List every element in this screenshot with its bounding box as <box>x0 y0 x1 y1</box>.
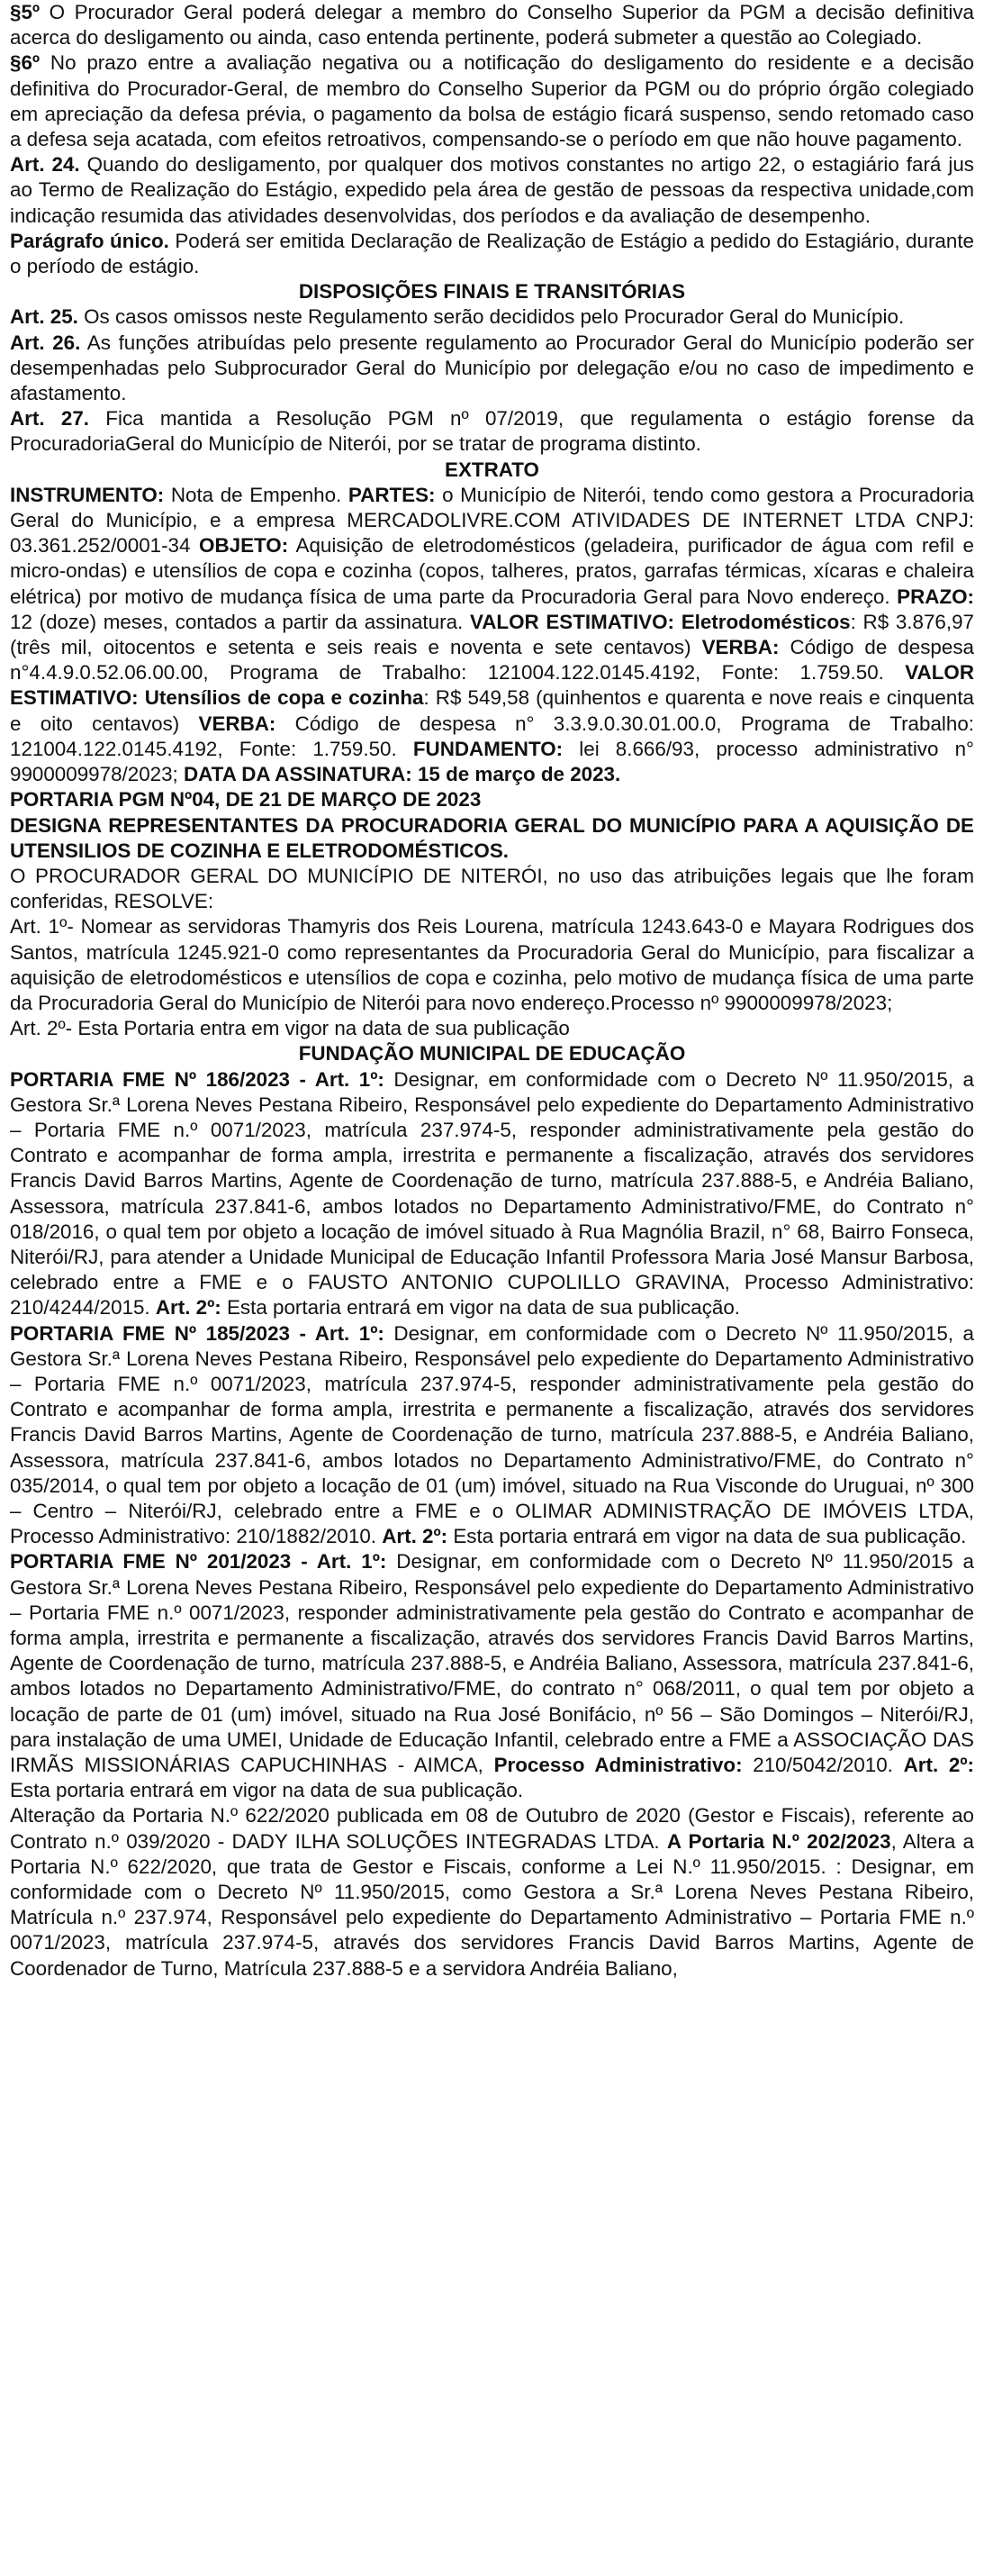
bold-run: §5º <box>10 1 41 23</box>
paragraph <box>10 1016 974 1041</box>
bold-run: PORTARIA FME Nº 186/2023 - Art. 1º: <box>10 1067 384 1091</box>
text-run: Fica mantida a Resolução PGM nº 07/2019, que regulamenta o estágio forense da ProcuradoriaGeral do Município de Niterói, por se tratar de programa distinto. <box>10 407 974 456</box>
text-run: O Procurador Geral poderá delegar a membro do Conselho Superior da PGM a decisão definitiva acerca do desligamento ou ainda, caso entenda pertinente, poderá submeter a questão ao Colegiado. <box>10 1 974 50</box>
paragraph <box>10 331 974 407</box>
paragraph <box>10 914 974 1016</box>
paragraph <box>10 483 974 787</box>
bold-run: EXTRATO <box>445 458 539 481</box>
text-run: Art. 2º- Esta Portaria entra em vigor na data de sua publicação <box>10 1017 570 1040</box>
bold-run: Parágrafo único. <box>10 229 169 252</box>
bold-run: VERBA: <box>198 712 276 735</box>
text-run: 210/5042/2010. <box>742 1754 904 1777</box>
text-run: Os casos omissos neste Regulamento serão decididos pelo Procurador Geral do Município. <box>77 305 905 329</box>
text-run: Designar, em conformidade com o Decreto Nº 11.950/2015 a Gestora Sr.ª Lorena Neves Pestana Ribeiro, Responsável pelo expediente do Departamento Administrativo – Portaria FME n.º 0071/2023, responder administrativamente pela gestão do Contrato e acompanhar de forma ampla, irrestrita e permanente a fiscalização, através dos servidores Francis David Barros Martins, Agente de Coordenação de turno, matrícula 237.888-5, e Andréia Baliano, Assessora, matrícula 237.841-6, ambos lotados no Departamento Administrativo/FME, do contrato n° 068/2011, o qual tem por objeto a locação de parte de 01 (um) imóvel, situado na Rua José Bonifácio, nº 56 – São Domingos – Niterói/RJ, para instalação de uma UMEI, Unidade de Educação Infantil, celebrado entre a FME a ASSOCIAÇÃO DAS IRMÃS MISSIONÁRIAS CAPUCHINHAS - AIMCA, <box>10 1550 975 1777</box>
bold-run: FUNDAMENTO: <box>412 737 564 760</box>
section-heading <box>10 458 974 483</box>
bold-run: OBJETO: <box>199 534 289 558</box>
paragraph <box>10 1549 974 1803</box>
text-run: Esta portaria entrará em vigor na data de sua publicação. <box>221 1296 741 1320</box>
bold-run: A Portaria N.º 202/2023 <box>666 1829 891 1853</box>
text-run: 12 (doze) meses, contados a partir da assinatura. <box>10 610 470 633</box>
bold-run: VALOR ESTIMATIVO: Eletrodomésticos <box>469 610 851 633</box>
text-run: Código de despesa n° 3.3.9.0.30.01.00.0, Programa de Trabalho: 121004.122.0145.4192, Fonte: 1.759.50. <box>10 712 974 760</box>
paragraph <box>10 787 974 812</box>
bold-run: INSTRUMENTO: <box>10 483 165 506</box>
paragraph <box>10 229 974 279</box>
bold-run: Art. 2º: <box>382 1525 448 1548</box>
text-run: Poderá ser emitida Declaração de Realização de Estágio a pedido do Estagiário, durante o período de estágio. <box>10 229 974 278</box>
bold-run: Art. 24. <box>10 153 80 177</box>
paragraph <box>10 0 974 50</box>
paragraph <box>10 406 974 457</box>
bold-run: PARTES: <box>348 483 436 506</box>
paragraph <box>10 50 974 152</box>
bold-run: DESIGNA REPRESENTANTES DA PROCURADORIA GERAL DO MUNICÍPIO PARA A AQUISIÇÃO DE UTENSILIOS DE COZINHA E ELETRODOMÉSTICOS. <box>10 813 974 862</box>
bold-run: Art. 26. <box>10 331 81 354</box>
text-run: Designar, em conformidade com o Decreto Nº 11.950/2015, a Gestora Sr.ª Lorena Neves Pestana Ribeiro, Responsável pelo expediente do Departamento Administrativo – Portaria FME n.º 0071/2023, matrícula 237.974-5, responder administrativamente pela gestão do Contrato e acompanhar de forma ampla, irrestrita e permanente a fiscalização, através dos servidores Francis David Barros Martins, Agente de Coordenação de turno, matrícula 237.888-5, e Andréia Baliano, Assessora, matrícula 237.841-6, ambos lotados no Departamento Administrativo/FME, do Contrato n° 035/2014, o qual tem por objeto a locação de 01 (um) imóvel, situado na Rua Visconde do Uruguai, nº 300 – Centro – Niterói/RJ, celebrado entre a FME e o OLIMAR ADMINISTRAÇÃO DE IMÓVEIS LTDA, Processo Administrativo: 210/1882/2010. <box>10 1321 974 1548</box>
text-run: Esta portaria entrará em vigor na data de sua publicação. <box>447 1525 967 1548</box>
bold-run: Processo Administrativo: <box>493 1754 743 1777</box>
text-run: : R$ 549,58 (quinhentos e quarenta e nove reais e cinquenta e oito centavos) <box>10 686 974 735</box>
text-run: Alteração da Portaria N.º 622/2020 publicada em 08 de Outubro de 2020 (Gestor e Fiscais), referente ao Contrato n.º 039/2020 - DADY ILHA SOLUÇÕES INTEGRADAS LTDA. <box>10 1804 974 1853</box>
bold-run: §6º <box>10 51 41 75</box>
text-run: Esta portaria entrará em vigor na data de sua publicação. <box>10 1779 524 1802</box>
section-heading <box>10 279 974 304</box>
bold-run: Art. 27. <box>10 407 89 431</box>
bold-run: PRAZO: <box>897 585 974 608</box>
paragraph <box>10 304 974 330</box>
bold-run: Art. 2º: <box>155 1296 221 1320</box>
text-run: O PROCURADOR GERAL DO MUNICÍPIO DE NITERÓI, no uso das atribuições legais que lhe foram conferidas, RESOLVE: <box>10 864 974 913</box>
text-run: o Município de Niterói, tendo como gestora a Procuradoria Geral do Município, e a empresa MERCADOLIVRE.COM ATIVIDADES DE INTERNET LTDA CNPJ: 03.361.252/0001-34 <box>10 483 975 558</box>
text-run: Aquisição de eletrodomésticos (geladeira, purificador de água com refil e micro-ondas) e utensílios de copa e cozinha (copos, talheres, pratos, garrafas térmicas, xícaras e chaleira elétrica) por motivo de mudança física de uma parte da Procuradoria Geral para Novo endereço. <box>10 534 974 608</box>
text-run: No prazo entre a avaliação negativa ou a notificação do desligamento do residente e a decisão definitiva do Procurador-Geral, de membro do Conselho Superior da PGM ou do próprio órgão colegiado em apreciação da defesa prévia, o pagamento da bolsa de estágio ficará suspenso, sendo retomado caso a defesa seja acatada, com efeitos retroativos, compensando-se o período em que não houve pagamento. <box>10 51 974 151</box>
text-run: lei 8.666/93, processo administrativo n° 9900009978/2023; <box>10 737 974 786</box>
bold-run: VALOR ESTIMATIVO: Utensílios de copa e cozinha <box>10 661 974 710</box>
paragraph <box>10 1803 974 1981</box>
paragraph <box>10 1321 974 1550</box>
text-run: : R$ 3.876,97 (três mil, oitocentos e setenta e seis reais e noventa e sete centavos) <box>10 610 975 659</box>
text-run: Art. 1º- Nomear as servidoras Thamyris dos Reis Lourena, matrícula 1243.643-0 e Mayara Rodrigues dos Santos, matrícula 1245.921-0 como representantes da Procuradoria Geral do Município, para fiscalizar a aquisição de eletrodomésticos e utensílios de copa e cozinha, pelo motivo de mudança física de uma parte da Procuradoria Geral do Município de Niterói para novo endereço.Processo nº 9900009978/2023; <box>10 915 974 1014</box>
text-run: Quando do desligamento, por qualquer dos motivos constantes no artigo 22, o estagiário fará jus ao Termo de Realização do Estágio, expedido pela área de gestão de pessoas da respectiva unidade,com indicação resumida das atividades desenvolvidas, dos períodos e da avaliação de desempenho. <box>10 153 974 227</box>
text-run: Designar, em conformidade com o Decreto Nº 11.950/2015, a Gestora Sr.ª Lorena Neves Pestana Ribeiro, Responsável pelo expediente do Departamento Administrativo – Portaria FME n.º 0071/2023, matrícula 237.974-5, responder administrativamente pela gestão do Contrato e acompanhar de forma ampla, irrestrita e permanente a fiscalização, através dos servidores Francis David Barros Martins, Agente de Coordenação de turno, matrícula 237.888-5, e Andréia Baliano, Assessora, matrícula 237.841-6, ambos lotados no Departamento Administrativo/FME, do Contrato n° 018/2016, o qual tem por objeto a locação de imóvel situado à Rua Magnólia Brazil, n° 68, Bairro Fonseca, Niterói/RJ, para atender a Unidade Municipal de Educação Infantil Professora Maria José Mansur Barbosa, celebrado entre a FME e o FAUSTO ANTONIO CUPOLILLO GRAVINA, Processo Administrativo: 210/4244/2015. <box>10 1067 974 1320</box>
paragraph <box>10 864 974 914</box>
bold-run: PORTARIA PGM Nº04, DE 21 DE MARÇO DE 2023 <box>10 788 482 812</box>
text-run: , Altera a Portaria N.º 622/2020, que trata de Gestor e Fiscais, conforme a Lei N.º 11.950/2015. : Designar, em conformidade com o Decreto Nº 11.950/2015, como Gestora a Sr.ª Lorena Neves Pestana Ribeiro, Matrícula n.º 237.974, Responsável pelo expediente do Departamento Administrativo – Portaria FME n.º 0071/2023, matrícula 237.974-5, através dos servidores Francis David Barros Martins, Agente de Coordenador de Turno, Matrícula 237.888-5 e a servidora Andréia Baliano, <box>10 1829 974 1980</box>
bold-run: PORTARIA FME Nº 201/2023 - Art. 1º: <box>10 1550 387 1574</box>
paragraph <box>10 813 974 864</box>
paragraph <box>10 152 974 229</box>
text-run: Código de despesa n°4.4.9.0.52.06.00.00, Programa de Trabalho: 121004.122.0145.4192, Fonte: 1.759.50. <box>10 636 974 685</box>
text-run: As funções atribuídas pelo presente regulamento ao Procurador Geral do Município poderão ser desempenhadas pelo Subprocurador Geral do Município por delegação e/ou no caso de impedimento e afastamento. <box>10 331 974 405</box>
bold-run: DISPOSIÇÕES FINAIS E TRANSITÓRIAS <box>298 280 686 304</box>
bold-run: Art. 25. <box>10 305 78 329</box>
paragraph <box>10 1067 974 1321</box>
bold-run: DATA DA ASSINATURA: 15 de março de 2023. <box>184 763 621 786</box>
bold-run: PORTARIA FME Nº 185/2023 - Art. 1º: <box>10 1321 384 1345</box>
text-run: Nota de Empenho. <box>164 483 348 506</box>
bold-run: VERBA: <box>701 636 780 659</box>
section-heading <box>10 1041 974 1066</box>
bold-run: Art. 2º: <box>903 1754 974 1777</box>
bold-run: FUNDAÇÃO MUNICIPAL DE EDUCAÇÃO <box>298 1042 686 1066</box>
